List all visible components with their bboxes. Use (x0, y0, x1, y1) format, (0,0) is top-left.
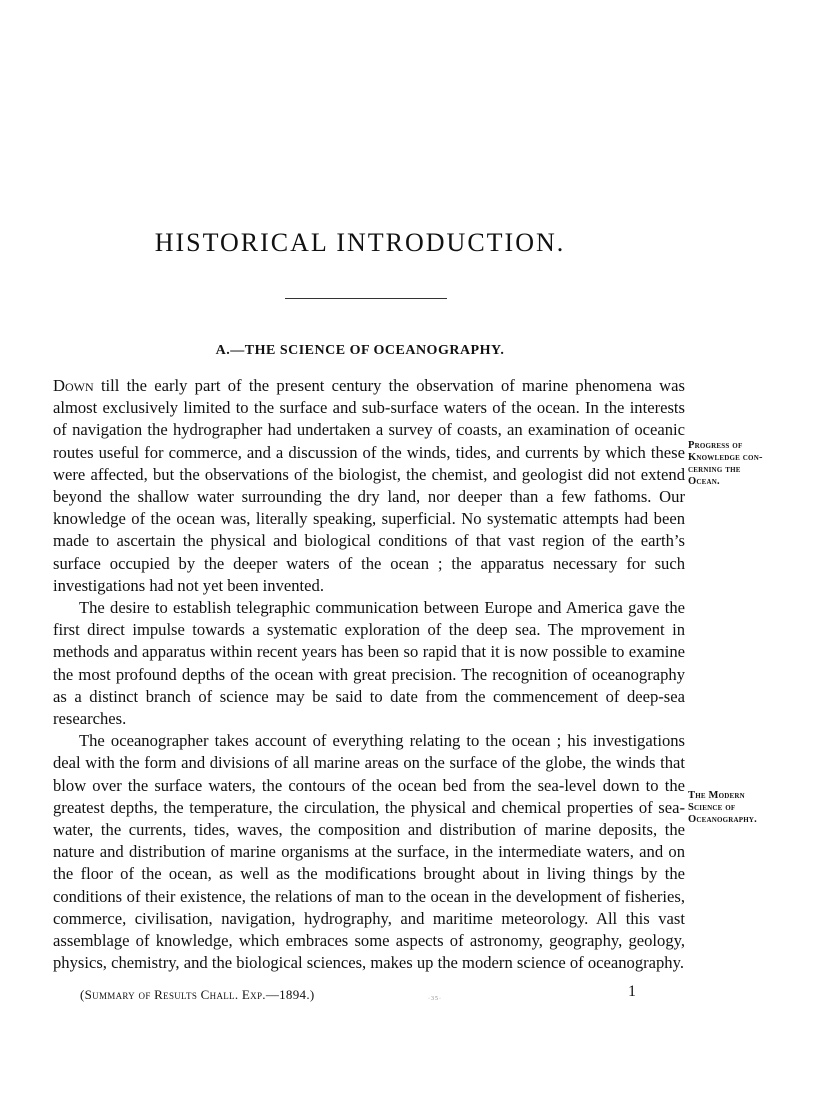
page-number: 1 (628, 983, 636, 1000)
signature-mark: ·35· (428, 996, 442, 1002)
sidenote-progress (688, 440, 818, 488)
sidenote-modern-science (688, 790, 818, 826)
sidenote-line: Progress of (688, 440, 743, 451)
section-heading: A.—THE SCIENCE OF OCEANOGRAPHY. (215, 343, 505, 358)
paragraph-2: The desire to establish telegraphic communication between Europe and America gave the first direct impulse towards a systematic exploration of the deep sea. The mprovement in methods and apparatus within recent years has been so rapid that it is now possible to examine the most profound depths of the ocean with great precision. The recognition of oceanography as a distinct branch of science may be said to date from the commencement of deep-sea researches. (53, 598, 685, 729)
paragraph-1-text: till the early part of the present century the observation of marine phenomena was almost exclusively limited to the surface and sub-surface waters of the ocean. In the interests of navigation the hydrographer had undertaken a survey of coasts, an examination of oceanic routes useful for commerce, and a discussion of the winds, tides, and currents by which these were affected, but the observations of the biologist, the chemist, and geologist did not extend beyond the shallow water surrounding the dry land, nor deeper than a few fathoms. Our knowledge of the ocean was, literally speaking, superficial. No systematic attempts had been made to ascertain the physical and biological conditions of that vast region of the earth’s surface occupied by the deeper waters of the ocean ; the apparatus necessary for such investigations had not yet been invented. (53, 376, 685, 595)
body-text (53, 375, 685, 974)
title-rule (285, 298, 447, 299)
sidenote-line: Knowledge con- (688, 452, 763, 463)
sidenote-line: Science of (688, 802, 736, 813)
drop-word: Down (53, 376, 94, 395)
sidenote-line: cerning the (688, 464, 741, 475)
sidenote-line: Oceanography. (688, 814, 758, 825)
sidenote-line: Ocean. (688, 476, 720, 487)
sidenote-line: The Modern (688, 790, 745, 801)
paragraph-1 (53, 375, 685, 597)
paragraph-3: The oceanographer takes account of everything relating to the ocean ; his investigations deal with the form and divisions of all marine areas on the surface of the globe, the winds that blow over the surface waters, the contours of the ocean bed from the sea-level down to the greatest depths, the temperature, the circulation, the physical and chemical properties of sea-water, the currents, tides, waves, the composition and distribution of marine deposits, the nature and distribution of marine organisms at the surface, in the intermediate waters, and on the floor of the ocean, as well as the modifications brought about in living things by the conditions of their existence, the relations of man to the ocean in the development of fisheries, commerce, civilisation, navigation, hydrography, and maritime meteorology. All this vast assemblage of knowledge, which embraces some aspects of astronomy, geography, geology, physics, chemistry, and the biological sciences, makes up the modern science of oceanography. (53, 731, 685, 973)
footer-citation: (Summary of Results Chall. Exp.—1894.) (80, 987, 315, 1002)
page-title: HISTORICAL INTRODUCTION. (154, 228, 566, 257)
